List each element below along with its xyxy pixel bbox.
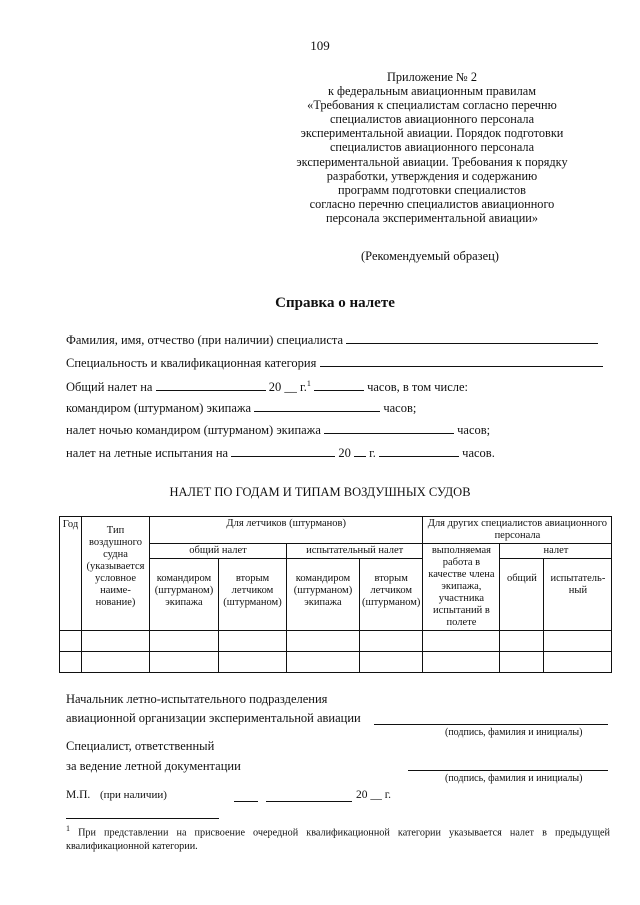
test-commander-header: командиром (штурманом) экипажа	[287, 559, 360, 631]
footnote-text: При представлении на присвоение очередной квалификационной категории указывается налет в предыдущей квалификационной категории.	[66, 827, 611, 853]
night-suffix: часов;	[457, 423, 491, 437]
commander-field	[66, 401, 416, 416]
night-blank	[324, 432, 454, 434]
appendix-line: согласно перечню специалистов авиационного	[309, 196, 555, 211]
spec-field	[66, 356, 603, 371]
test-year: г.	[369, 446, 376, 460]
test-blank	[231, 455, 335, 457]
test-second-pilot-header: вторым летчиком (штурманом)	[360, 559, 423, 631]
specialist-line-1: Специалист, ответственный	[66, 739, 215, 753]
head-signature-caption: (подпись, фамилия и инициалы)	[445, 727, 583, 738]
total-commander-header: командиром (штурманом) экипажа	[150, 559, 219, 631]
date-year: 20 __ г.	[356, 789, 392, 801]
date-month-line	[266, 801, 352, 802]
pilots-group-header: Для летчиков (штурманов)	[150, 517, 423, 544]
flight-header: налет	[500, 544, 612, 559]
specialist-signature-caption: (подпись, фамилия и инициалы)	[445, 773, 583, 784]
table-row	[60, 631, 612, 652]
night-label: налет ночью командиром (штурманом) экипажа	[66, 423, 321, 437]
appendix-line: «Требования к специалистам согласно перечню	[307, 98, 557, 113]
appendix-header	[282, 70, 582, 225]
flight-hours-table	[59, 516, 612, 673]
document-title: Справка о налете	[275, 295, 395, 311]
total-field	[66, 379, 468, 395]
total-blank	[156, 389, 266, 391]
appendix-line: специалистов авиационного персонала	[329, 112, 535, 127]
total-flight-header: общий налет	[150, 544, 287, 559]
test-label: налет на летные испытания на	[66, 446, 229, 460]
test-hours-blank	[379, 455, 459, 457]
total-prefix: Общий налет на	[66, 380, 153, 395]
date-day-line	[234, 801, 258, 802]
specialist-signature-line	[408, 770, 608, 771]
spec-blank	[320, 365, 603, 367]
test-mid: 20	[338, 446, 351, 460]
appendix-line: Приложение № 2	[386, 70, 478, 84]
fio-blank	[346, 342, 598, 344]
table-row	[60, 652, 612, 673]
footnote-mark: 1	[66, 824, 70, 833]
appendix-line: программ подготовки специалистов	[338, 182, 526, 197]
specialist-line-2: за ведение летной документации	[66, 759, 241, 773]
appendix-line: разработки, утверждения и содержанию	[326, 168, 538, 183]
appendix-line: экспериментальной авиации. Порядок подготовки	[300, 126, 564, 141]
others-general-header: общий	[500, 559, 544, 631]
total-hours-blank	[314, 389, 364, 391]
spec-label: Специальность и квалификационная категория	[66, 356, 317, 370]
col-year-header: Год	[60, 517, 82, 631]
fio-label: Фамилия, имя, отчество (при наличии) специалиста	[66, 333, 344, 347]
commander-suffix: часов;	[383, 401, 417, 415]
appendix-line: специалистов авиационного персонала	[329, 140, 535, 155]
commander-blank	[254, 410, 380, 412]
head-line-1: Начальник летно-испытательного подразделения	[66, 692, 328, 706]
footnote-divider	[66, 818, 219, 819]
stamp-label: М.П.	[66, 789, 91, 801]
commander-label: командиром (штурманом) экипажа	[66, 401, 252, 415]
stamp-note: (при наличии)	[100, 789, 167, 801]
head-signature-line	[374, 724, 608, 725]
appendix-line: к федеральным авиационным правилам	[327, 84, 537, 99]
test-field	[66, 446, 495, 461]
test-suffix: часов.	[462, 446, 495, 460]
head-line-2: авиационной организации экспериментальной авиации	[66, 711, 361, 725]
page-number: 109	[310, 38, 330, 53]
total-suffix: часов, в том числе:	[367, 380, 469, 395]
others-group-header: Для других специалистов авиационного персонала	[423, 517, 612, 544]
footnote-ref: 1	[306, 379, 311, 388]
test-year-blank	[354, 455, 366, 457]
total-year: 20 __ г.	[268, 380, 307, 395]
sample-note: (Рекомендуемый образец)	[361, 249, 499, 263]
table-title: НАЛЕТ ПО ГОДАМ И ТИПАМ ВОЗДУШНЫХ СУДОВ	[169, 485, 471, 499]
footnote	[66, 822, 610, 854]
fio-field	[66, 333, 598, 348]
night-field	[66, 423, 490, 438]
total-second-pilot-header: вторым летчиком (штурманом)	[219, 559, 287, 631]
test-flight-header: испытательный налет	[287, 544, 423, 559]
appendix-line: персонала экспериментальной авиации»	[325, 210, 538, 225]
appendix-line: экспериментальной авиации. Требования к порядку	[296, 154, 568, 169]
work-performed-header: выполняемая работа в качестве члена экипажа, участника испытаний в полете	[423, 544, 500, 631]
others-test-header: испытатель-ный	[544, 559, 612, 631]
col-type-header: Тип воздушного судна (указывается условное наиме-нование)	[82, 517, 150, 631]
